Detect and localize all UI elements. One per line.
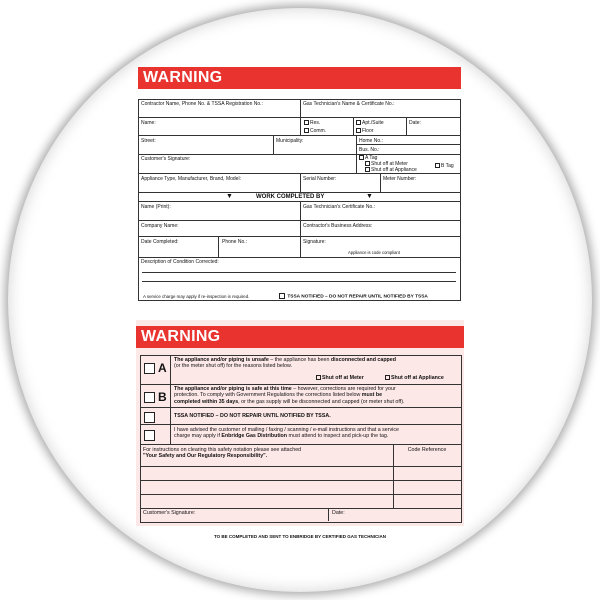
service-charge-note: A service charge may apply if re-inspection is required. (143, 294, 250, 299)
contractor-address-label: Contractor's Business Address: (303, 223, 373, 229)
date-completed-label: Date Completed: (141, 239, 179, 245)
customer-signature-label: Customer's Signature: (143, 510, 196, 516)
res-checkbox[interactable] (304, 120, 309, 125)
tssa-checkbox[interactable] (144, 412, 155, 423)
customer-signature-label: Customer's Signature: (141, 156, 191, 162)
shut-meter-option: Shut off at Meter (365, 161, 408, 167)
floor-checkbox[interactable] (356, 128, 361, 133)
comm-checkbox[interactable] (304, 128, 309, 133)
description-label: Description of Condition Corrected: (141, 259, 219, 265)
option-a-checkbox[interactable] (144, 363, 155, 374)
option-b-letter: B (158, 390, 167, 404)
tech-name-label: Gas Technician's Name & Certificate No.: (303, 101, 395, 107)
option-a-letter: A (158, 361, 167, 375)
company-label: Company Name: (141, 223, 179, 229)
a-tag-option: A Tag (359, 155, 377, 161)
a-shut-meter-option: Shut off at Meter (316, 375, 364, 381)
warning-header: WARNING (136, 326, 464, 348)
municipality-label: Municipality: (276, 138, 304, 144)
shut-appliance-option: Shut off at Appliance (365, 167, 417, 173)
work-completed-heading: WORK COMPLETED BY (256, 194, 325, 200)
instructions-text: For instructions on clearing this safety notation please see attached "Your Safety and Our Regulatory Responsibility". (143, 447, 302, 460)
warning-tag-bottom (136, 320, 464, 526)
name-label: Name: (141, 120, 156, 126)
apt-option: Apt./Suite (356, 120, 384, 126)
option-b-checkbox[interactable] (144, 392, 155, 403)
a-shut-appliance-checkbox[interactable] (385, 375, 390, 380)
name-print-label: Name (Print): (141, 204, 171, 210)
bus-no-label: Bus. No.: (359, 147, 380, 153)
arrow-down-icon: ▼ (226, 193, 233, 200)
shut-appliance-checkbox[interactable] (365, 167, 370, 172)
code-compliant-note: Appliance is code compliant (348, 250, 400, 255)
tssa-text: TSSA NOTIFIED – DO NOT REPAIR UNTIL NOTIFIED BY TSSA. (174, 413, 331, 419)
tech-cert-label: Gas Technician's Certificate No.: (303, 204, 376, 210)
advised-text: I have advised the customer of mailing / faxing / scanning / e-mail instructions and that a service charge may apply if Enbridge Gas Distribution must attend to inspect and pick-up the tag. (174, 427, 399, 440)
date-label: Date: (409, 120, 421, 126)
floor-option: Floor (356, 128, 373, 134)
apt-checkbox[interactable] (356, 120, 361, 125)
res-option: Res. (304, 120, 320, 126)
b-tag-option: B Tag (435, 163, 454, 169)
comm-option: Comm. (304, 128, 326, 134)
a-shut-meter-checkbox[interactable] (316, 375, 321, 380)
serial-label: Serial Number: (303, 176, 337, 182)
home-no-label: Home No.: (359, 138, 383, 144)
meter-number-label: Meter Number: (383, 176, 417, 182)
advised-checkbox[interactable] (144, 430, 155, 441)
shut-meter-checkbox[interactable] (365, 161, 370, 166)
code-reference-label: Code Reference (407, 447, 447, 453)
tssa-checkbox[interactable] (279, 293, 285, 299)
warning-header: WARNING (138, 67, 461, 89)
signature-label: Signature: (303, 239, 326, 245)
option-a-text: The appliance and/or piping is unsafe – the appliance has been disconnected and capped (or the meter shut off) for the reasons listed below. (174, 357, 396, 370)
a-shut-appliance-option: Shut off at Appliance (385, 375, 444, 381)
option-b-text: The appliance and/or piping is safe at this time – however, corrections are required for your protection. To comply with Government Regulations the corrections listed below must be completed within 35 days, or the gas supply will be disconnected and capped (or meter shut off). (174, 386, 405, 405)
phone-label: Phone No.: (222, 239, 248, 245)
street-label: Street: (141, 138, 156, 144)
tssa-notified-option: TSSA NOTIFIED – DO NOT REPAIR UNTIL NOTIFIED BY TSSA (279, 293, 428, 300)
appliance-type-label: Appliance Type, Manufacturer, Brand, Model: (141, 176, 241, 182)
b-tag-checkbox[interactable] (435, 163, 440, 168)
arrow-down-icon: ▼ (366, 193, 373, 200)
contractor-name-label: Contractor Name, Phone No. & TSSA Registration No.: (141, 101, 263, 107)
a-tag-checkbox[interactable] (359, 155, 364, 160)
footer-note: TO BE COMPLETED AND SENT TO ENBRIDGE BY CERTIFIED GAS TECHNICIAN (213, 534, 387, 539)
date-label: Date: (332, 510, 345, 516)
warning-tag-top (138, 67, 461, 307)
